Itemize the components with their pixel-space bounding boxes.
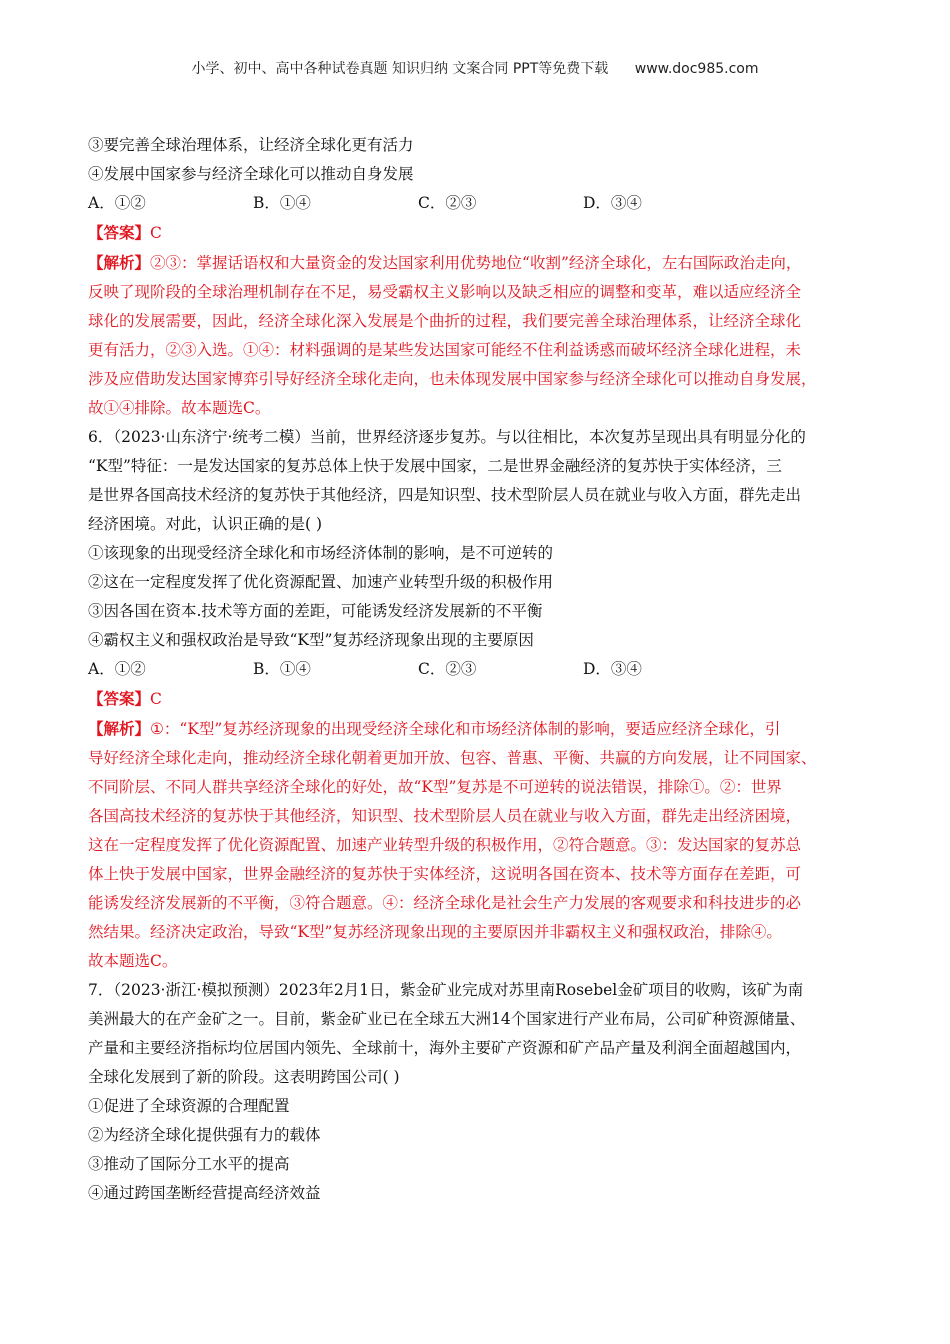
q5-item-3: ③要完善全球治理体系，让经济全球化更有活力 [88,136,414,154]
q5-option-d: D．③④ [583,194,642,212]
q5-analysis-line: 故①④排除。故本题选C。 [88,399,271,417]
q6-stem-line: 6．（2023·山东济宁·统考二模）当前，世界经济逐步复苏。与以往相比，本次复苏呈现出具有明显分化的 [88,428,806,446]
q6-stem-line: “K型”特征：一是发达国家的复苏总体上快于发展中国家，二是世界金融经济的复苏快于实体经济，三 [88,457,782,475]
q6-analysis-line: 故本题选C。 [88,952,178,970]
page-header [0,58,950,78]
q6-analysis-line: 各国高技术经济的复苏快于其他经济，知识型、技术型阶层人员在就业与收入方面，群先走出经济困境， [88,807,802,825]
q5-analysis-line: 更有活力，②③入选。①④：材料强调的是某些发达国家可能经不住利益诱惑而破坏经济全球化进程，未 [88,341,802,359]
q5-option-a: A．①② [88,194,146,212]
q6-analysis-line: 然结果。经济决定政治，导致“K型”复苏经济现象出现的主要原因并非霸权主义和强权政治，排除④。 [88,923,782,941]
q5-answer [88,218,878,248]
header-url[interactable]: www.doc985.com [634,61,759,77]
q5-answer-value: C [150,224,162,242]
q7-item-3: ③推动了国际分工水平的提高 [88,1155,290,1173]
q5-option-c: C．②③ [418,194,477,212]
q6-item-4: ④霸权主义和强权政治是导致“K型”复苏经济现象出现的主要原因 [88,631,534,649]
q6-analysis-line: 这在一定程度发挥了优化资源配置、加速产业转型升级的积极作用，②符合题意。③：发达国家的复苏总 [88,836,802,854]
q6-answer-label: 【答案】 [88,689,151,708]
q6-analysis [88,714,878,976]
q5-analysis-line: 反映了现阶段的全球治理机制存在不足，易受霸权主义影响以及缺乏相应的调整和变革，难以适应经济全 [88,283,802,301]
q7-stem-line: 全球化发展到了新的阶段。这表明跨国公司( ) [88,1068,400,1086]
q7-stem-line: 7．（2023·浙江·模拟预测）2023年2月1日，紫金矿业完成对苏里南Rosebel金矿项目的收购，该矿为南 [88,981,804,999]
q6-stem-line: 是世界各国高技术经济的复苏快于其他经济，四是知识型、技术型阶层人员在就业与收入方面，群先走出 [88,486,802,504]
q6-option-d: D．③④ [583,660,642,678]
q6-analysis-line: 体上快于发展中国家，世界金融经济的复苏快于实体经济，这说明各国在资本、技术等方面存在差距，可 [88,865,802,883]
q7-item-2: ②为经济全球化提供强有力的载体 [88,1126,321,1144]
document-body [88,131,878,1208]
q5-analysis [88,248,878,423]
q6-item-3: ③因各国在资本.技术等方面的差距，可能诱发经济发展新的不平衡 [88,602,543,620]
q6-option-c: C．②③ [418,660,477,678]
q6-option-b: B．①④ [253,660,311,678]
q5-analysis-line: 涉及应借助发达国家博弈引导好经济全球化走向，也未体现发展中国家参与经济全球化可以推动自身发展， [88,370,817,388]
q7-stem-line: 产量和主要经济指标均位居国内领先、全球前十，海外主要矿产资源和矿产品产量及利润全面超越国内， [88,1039,802,1057]
q5-analysis-line: 球化的发展需要，因此，经济全球化深入发展是个曲折的过程，我们要完善全球治理体系，让经济全球化 [88,312,802,330]
q6-option-a: A．①② [88,660,146,678]
q6-answer [88,684,878,714]
q7-stem-line: 美洲最大的在产金矿之一。目前，紫金矿业已在全球五大洲14个国家进行产业布局，公司矿种资源储量、 [88,1010,806,1028]
q5-analysis-label: 【解析】 [88,253,151,272]
q5-analysis-line: ②③：掌握话语权和大量资金的发达国家利用优势地位“收割”经济全球化，左右国际政治走向， [150,254,802,272]
q7-item-4: ④通过跨国垄断经营提高经济效益 [88,1184,321,1202]
q6-analysis-line: 不同阶层、不同人群共享经济全球化的好处，故“K型”复苏是不可逆转的说法错误，排除①。②：世界 [88,778,782,796]
q5-option-b: B．①④ [253,194,311,212]
q6-item-1: ①该现象的出现受经济全球化和市场经济体制的影响，是不可逆转的 [88,544,554,562]
q5-answer-label: 【答案】 [88,223,151,242]
q6-stem-line: 经济困境。对此，认识正确的是( ) [88,515,323,533]
q6-analysis-line: 能诱发经济发展新的不平衡，③符合题意。④：经济全球化是社会生产力发展的客观要求和科技进步的必 [88,894,802,912]
q7-stem [88,976,878,1092]
q5-item-4: ④发展中国家参与经济全球化可以推动自身发展 [88,165,414,183]
q6-analysis-line: 导好经济全球化走向，推动经济全球化朝着更加开放、包容、普惠、平衡、共赢的方向发展，让不同国家、 [88,749,817,767]
q6-analysis-line: ①：“K型”复苏经济现象的出现受经济全球化和市场经济体制的影响，要适应经济全球化，引 [150,720,781,738]
q5-options [88,189,878,218]
header-text: 小学、初中、高中各种试卷真题 知识归纳 文案合同 PPT等免费下载 [191,61,609,77]
q7-item-1: ①促进了全球资源的合理配置 [88,1097,290,1115]
q6-item-2: ②这在一定程度发挥了优化资源配置、加速产业转型升级的积极作用 [88,573,554,591]
q6-options [88,655,878,684]
q6-stem [88,423,878,539]
q6-answer-value: C [150,690,162,708]
q6-analysis-label: 【解析】 [88,719,151,738]
